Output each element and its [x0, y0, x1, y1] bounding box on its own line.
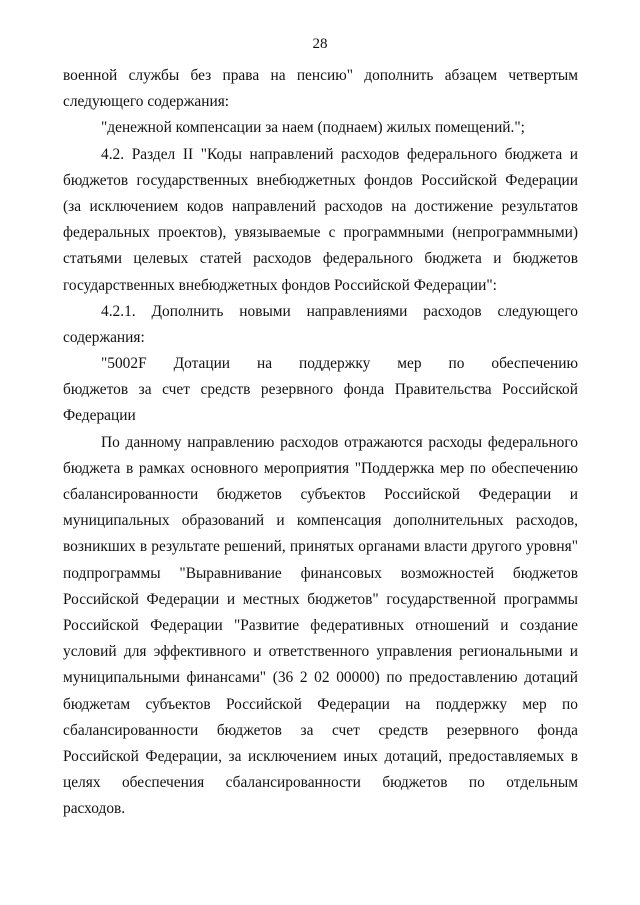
text-line: бюджетов государственных внебюджетных фондов Российской Федерации [63, 171, 578, 189]
text-line: содержания: [63, 328, 145, 346]
text-line: 4.2.1. Дополнить новыми направлениями расходов следующего [101, 302, 578, 320]
text-line: военной службы без права на пенсию" дополнить абзацем четвертым [63, 67, 578, 84]
text-line: муниципальными финансами" (36 2 02 00000) по предоставлению дотаций [63, 669, 578, 687]
text-line: "5002F Дотации на поддержку мер по обеспечению [101, 355, 578, 373]
text-line: государственных внебюджетных фондов Российской Федерации": [63, 276, 497, 294]
text-line: Российской Федерации и местных бюджетов" государственной программы [63, 590, 578, 608]
text-line: расходов. [63, 800, 126, 818]
text-line: сбалансированности бюджетов субъектов Российской Федерации и [63, 486, 578, 503]
text-line: Российской Федерации "Развитие федеративных отношений и создание [63, 616, 578, 634]
text-line: бюджетов за счет средств резервного фонда Правительства Российской [63, 381, 578, 399]
text-line: следующего содержания: [63, 93, 230, 111]
text-line: бюджета в рамках основного мероприятия "Поддержка мер по обеспечению [63, 459, 578, 477]
text-line: Российской Федерации, за исключением иных дотаций, предоставляемых в [63, 747, 578, 765]
text-line: условий для эффективного и ответственного управления региональными и [63, 643, 578, 661]
text-line: муниципальных образований и компенсация дополнительных расходов, [63, 512, 578, 530]
text-line: статьями целевых статей расходов федерального бюджета и бюджетов [63, 250, 578, 268]
text-line: федеральных проектов), увязываемые с программными (непрограммными) [63, 224, 578, 242]
text-line: целях обеспечения сбалансированности бюджетов по отдельным [63, 774, 578, 792]
text-line: подпрограммы "Выравнивание финансовых возможностей бюджетов [63, 564, 578, 582]
text-line: (за исключением кодов направлений расходов на достижение результатов [63, 197, 578, 215]
document-body [63, 63, 578, 822]
text-line: По данному направлению расходов отражаются расходы федерального [101, 433, 578, 451]
text-line: возникших в результате решений, принятых органами власти другого уровня" [63, 538, 578, 556]
text-line: 4.2. Раздел II "Коды направлений расходов федерального бюджета и [101, 145, 578, 163]
text-line: Федерации [63, 407, 136, 425]
text-line: бюджетам субъектов Российской Федерации на поддержку мер по [63, 695, 578, 713]
page-number: 28 [312, 36, 328, 52]
text-line: сбалансированности бюджетов за счет средств резервного фонда [63, 721, 578, 739]
text-line: "денежной компенсации за наем (поднаем) жилых помещений."; [101, 119, 525, 137]
